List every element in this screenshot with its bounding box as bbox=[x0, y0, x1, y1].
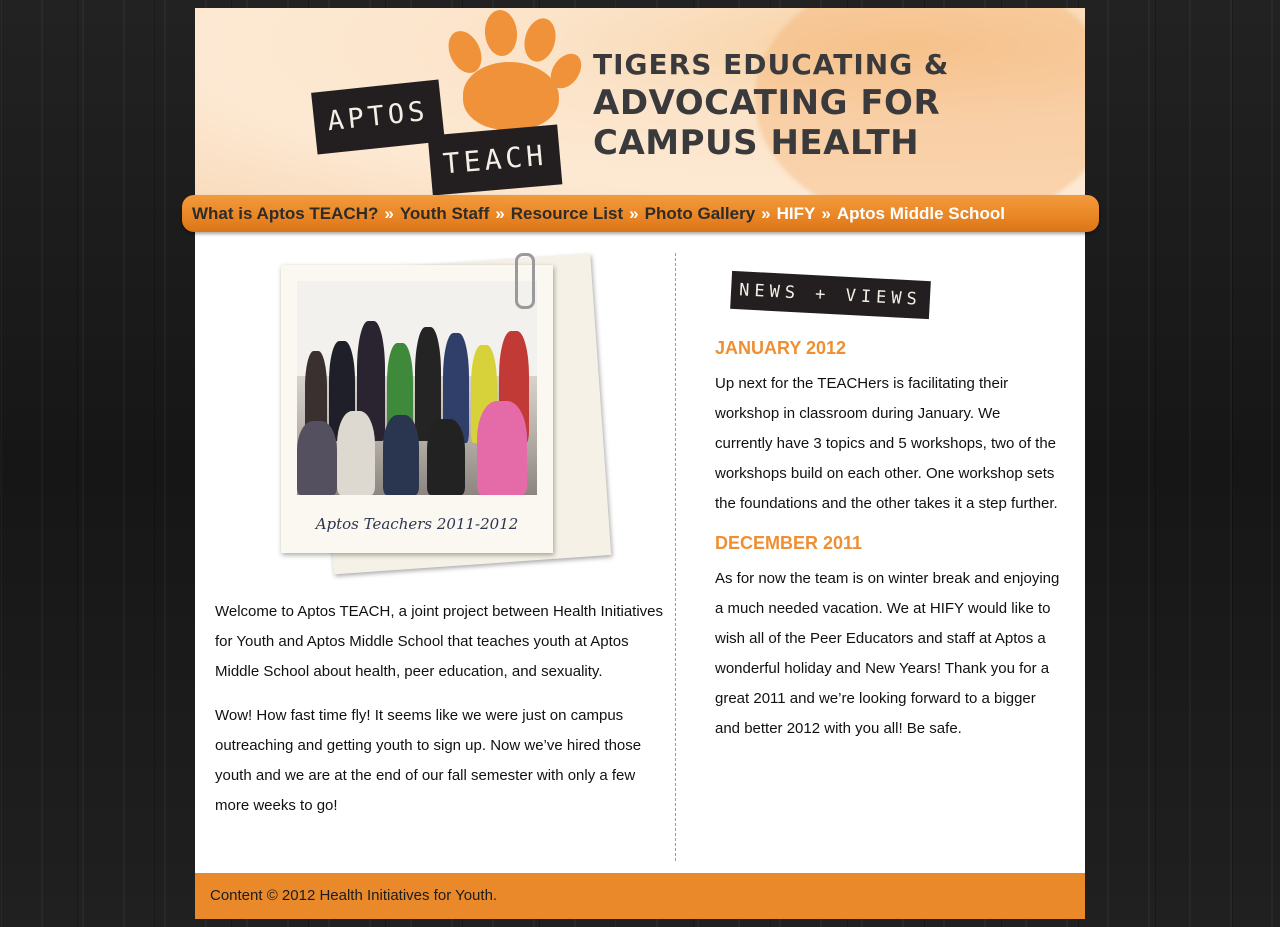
news-column bbox=[715, 276, 1060, 758]
main-nav bbox=[182, 195, 1099, 232]
news-views-label: NEWS + VIEWS bbox=[730, 271, 931, 319]
news-text-january: Up next for the TEACHers is facilitating their workshop in classroom during January. We currently have 3 topics and 5 workshops, two of the workshops build on each other. One workshop sets the foundations and the other takes it a step further. bbox=[715, 375, 1058, 512]
group-photo bbox=[297, 281, 537, 495]
nav-link-resource-list[interactable]: Resource List bbox=[510, 203, 624, 223]
intro-paragraph-2: Wow! How fast time fly! It seems like we were just on campus outreaching and getting youth to sign up. Now we’ve hired those youth and we are at the end of our fall semester with only a few more weeks to go! bbox=[215, 707, 642, 814]
intro-column bbox=[215, 253, 670, 835]
site-tagline bbox=[593, 48, 949, 163]
news-heading-january: JANUARY 2012 bbox=[715, 338, 847, 358]
tagline-line-2: ADVOCATING FOR bbox=[593, 83, 941, 123]
logo-aptos-label: APTOS bbox=[311, 79, 445, 154]
nav-separator: » bbox=[384, 203, 394, 223]
tagline-line-1: TIGERS EDUCATING & bbox=[593, 48, 950, 81]
news-heading-december: DECEMBER 2011 bbox=[715, 533, 863, 553]
photo-stack bbox=[215, 253, 670, 583]
group-photo-polaroid bbox=[281, 265, 553, 553]
nav-separator: » bbox=[495, 203, 505, 223]
site-header bbox=[195, 8, 1085, 196]
nav-separator: » bbox=[821, 203, 831, 223]
news-text-december: As for now the team is on winter break and enjoying a much needed vacation. We at HIFY would like to wish all of the Peer Educators and staff at Aptos a wonderful holiday and New Years! Thank you for a great 2011 and we’re looking forward to a bigger and better 2012 with you all! Be safe. bbox=[715, 570, 1060, 737]
paperclip-icon bbox=[515, 253, 535, 309]
nav-link-photo-gallery[interactable]: Photo Gallery bbox=[644, 203, 756, 223]
photo-caption: Aptos Teachers 2011-2012 bbox=[315, 515, 519, 533]
page-container bbox=[195, 8, 1085, 919]
nav-separator: » bbox=[629, 203, 639, 223]
nav-link-youth-staff[interactable]: Youth Staff bbox=[399, 203, 490, 223]
column-divider bbox=[675, 253, 676, 861]
site-footer: Content © 2012 Health Initiatives for Youth. bbox=[195, 873, 1085, 919]
logo-teach-label: TEACH bbox=[428, 124, 563, 195]
intro-paragraph-1: Welcome to Aptos TEACH, a joint project between Health Initiatives for Youth and Aptos Middle School that teaches youth at Aptos Middle School about health, peer education, and sexuality. bbox=[215, 603, 664, 680]
tagline-line-3: CAMPUS HEALTH bbox=[593, 123, 920, 163]
nav-link-what-is-aptos-teach[interactable]: What is Aptos TEACH? bbox=[192, 203, 379, 223]
nav-link-hify[interactable]: HIFY bbox=[776, 203, 816, 223]
nav-link-aptos-middle-school[interactable]: Aptos Middle School bbox=[836, 203, 1005, 223]
paw-print-icon bbox=[445, 8, 585, 148]
nav-separator: » bbox=[761, 203, 771, 223]
